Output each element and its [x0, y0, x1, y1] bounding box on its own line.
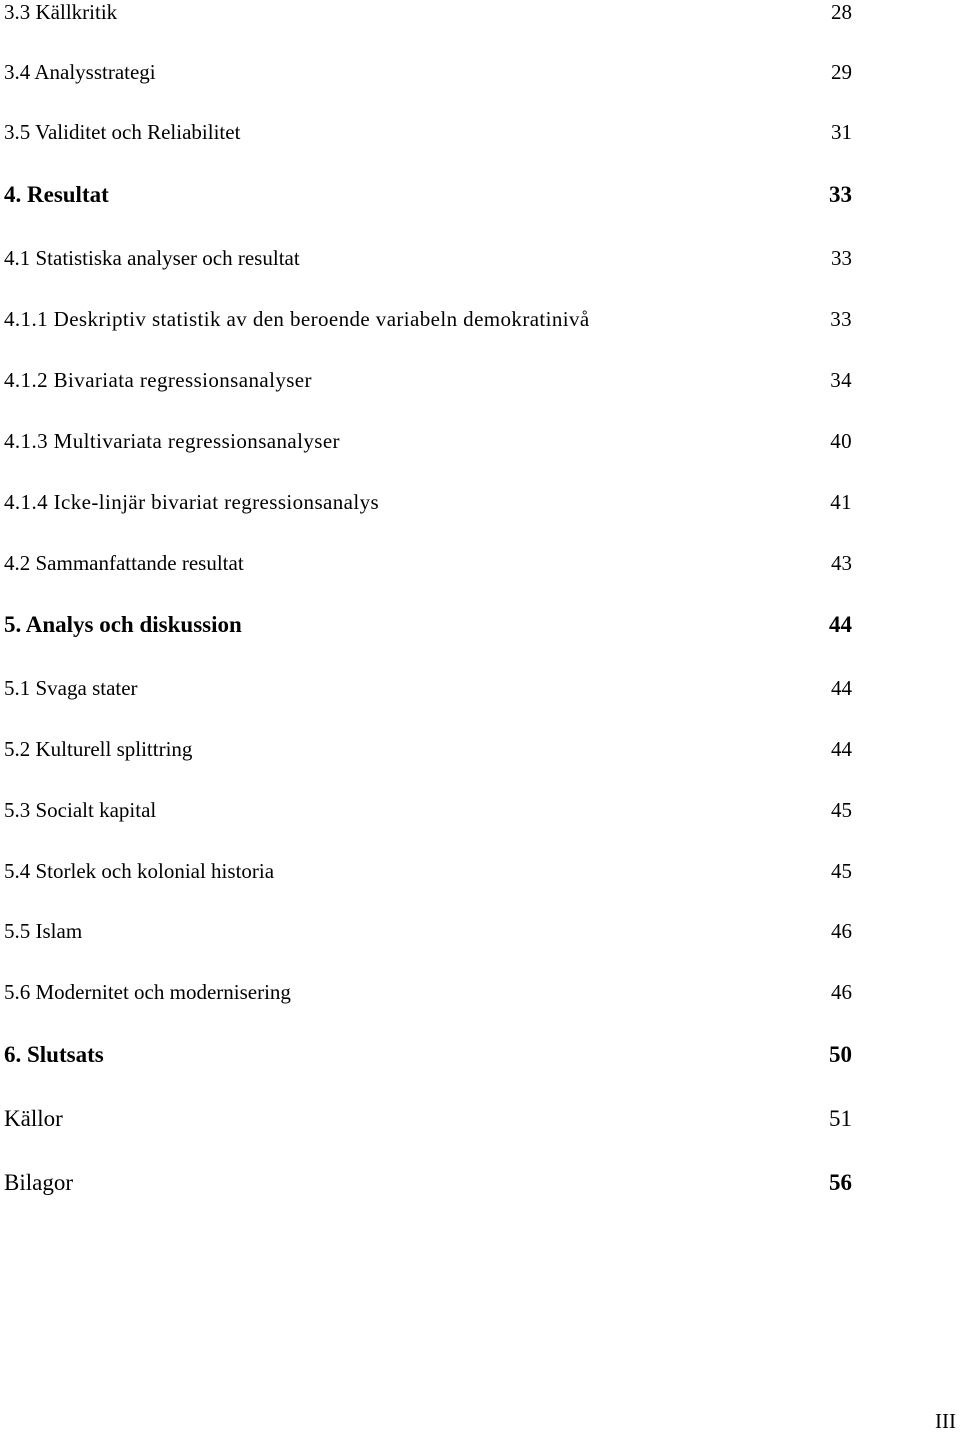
toc-entry[interactable] — [4, 734, 852, 764]
toc-entry-title: 3.3 Källkritik — [4, 0, 118, 24]
toc-entry-title: 4. Resultat — [4, 182, 109, 207]
toc-chapter-entry[interactable] — [4, 610, 852, 640]
toc-entry-page: 45 — [831, 859, 852, 883]
toc-entry-page: 34 — [830, 368, 852, 392]
toc-entry[interactable] — [4, 856, 852, 886]
toc-entry-title: 4.1.2 Bivariata regressionsanalyser — [4, 368, 312, 392]
toc-backmatter-entry[interactable] — [4, 1104, 852, 1134]
toc-entry[interactable] — [4, 117, 852, 147]
toc-entry[interactable] — [4, 0, 852, 27]
toc-entry-page: 31 — [831, 120, 852, 144]
toc-entry-page: 33 — [831, 246, 852, 270]
toc-entry-page: 33 — [829, 182, 852, 207]
toc-entry-page: 46 — [831, 919, 852, 943]
toc-entry-title: Källor — [4, 1106, 63, 1131]
toc-entry[interactable] — [4, 57, 852, 87]
toc-entry-title: 5.6 Modernitet och modernisering — [4, 980, 291, 1004]
toc-entry-title: 4.1.3 Multivariata regressionsanalyser — [4, 429, 340, 453]
toc-entry-title: 3.5 Validitet och Reliabilitet — [4, 120, 241, 144]
toc-entry-page: 28 — [831, 0, 852, 24]
toc-entry-title: 4.1.1 Deskriptiv statistik av den beroende variabeln demokratinivå — [4, 307, 590, 331]
toc-entry-page: 44 — [831, 676, 852, 700]
toc-entry-page: 50 — [829, 1042, 852, 1067]
toc-chapter-entry[interactable] — [4, 1040, 852, 1070]
toc-entry[interactable] — [4, 243, 852, 273]
toc-entry-title: Bilagor — [4, 1170, 73, 1195]
toc-entry[interactable] — [4, 977, 852, 1007]
toc-entry-title: 6. Slutsats — [4, 1042, 104, 1067]
toc-entry-page: 29 — [831, 60, 852, 84]
toc-entry[interactable] — [4, 487, 852, 517]
toc-entry-title: 4.1.4 Icke-linjär bivariat regressionsanalys — [4, 490, 380, 514]
toc-entry[interactable] — [4, 304, 852, 334]
page-number: III — [935, 1409, 956, 1433]
toc-entry[interactable] — [4, 548, 852, 578]
toc-entry-page: 46 — [831, 980, 852, 1004]
toc-entry[interactable] — [4, 795, 852, 825]
toc-entry-title: 5.4 Storlek och kolonial historia — [4, 859, 275, 883]
toc-entry-page: 45 — [831, 798, 852, 822]
toc-entry-page: 51 — [829, 1106, 852, 1131]
toc-entry-page: 40 — [830, 429, 852, 453]
toc-entry-title: 5.5 Islam — [4, 919, 83, 943]
toc-entry-page: 56 — [829, 1170, 852, 1195]
toc-entry-page: 44 — [829, 612, 852, 637]
toc-entry-page: 43 — [831, 551, 852, 575]
toc-entry-title: 5. Analys och diskussion — [4, 612, 242, 637]
toc-entry[interactable] — [4, 673, 852, 703]
toc-entry-title: 5.1 Svaga stater — [4, 676, 138, 700]
toc-entry[interactable] — [4, 426, 852, 456]
toc-entry-page: 41 — [830, 490, 852, 514]
toc-entry-page: 44 — [831, 737, 852, 761]
toc-backmatter-entry[interactable] — [4, 1168, 852, 1198]
toc-entry-title: 3.4 Analysstrategi — [4, 60, 156, 84]
toc-entry-title: 4.1 Statistiska analyser och resultat — [4, 246, 300, 270]
toc-entry[interactable] — [4, 916, 852, 946]
toc-entry-page: 33 — [830, 307, 852, 331]
toc-entry-title: 5.3 Socialt kapital — [4, 798, 157, 822]
toc-chapter-entry[interactable] — [4, 180, 852, 210]
toc-entry[interactable] — [4, 365, 852, 395]
toc-entry-title: 4.2 Sammanfattande resultat — [4, 551, 244, 575]
toc-entry-title: 5.2 Kulturell splittring — [4, 737, 193, 761]
